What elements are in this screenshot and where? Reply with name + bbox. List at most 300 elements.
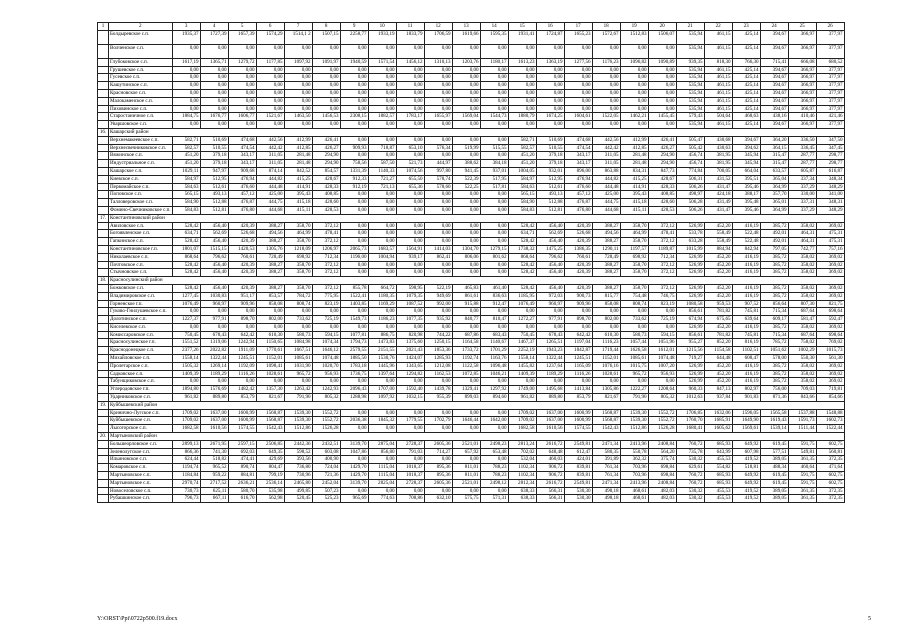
settlement-name: Большеорловское с.п.	[109, 440, 173, 448]
value-cell: 796,62	[200, 253, 228, 261]
value-cell: 0,00	[564, 308, 592, 316]
value-cell: 498,18	[592, 495, 620, 503]
value-cell: 429,69	[256, 456, 284, 464]
value-cell: 578,00	[760, 355, 788, 363]
value-cell: 1215,56	[676, 347, 704, 355]
value-cell: 1015,73	[816, 347, 844, 355]
column-number: 16	[536, 23, 564, 31]
row-index	[98, 66, 109, 74]
value-cell: 1079,35	[396, 292, 424, 300]
value-cell: 1667,51	[284, 347, 312, 355]
value-cell: 377,97	[816, 82, 844, 90]
value-cell: 412,99	[284, 136, 312, 144]
value-cell: 369,02	[816, 253, 844, 261]
value-cell: 2096,43	[340, 386, 368, 394]
value-cell: 1475,25	[536, 245, 564, 253]
value-cell: 412,99	[620, 136, 648, 144]
value-cell: 977,91	[200, 316, 228, 324]
value-cell: 912,47	[480, 300, 508, 308]
value-cell: 575,75	[452, 495, 480, 503]
value-cell: 0,00	[424, 206, 452, 214]
value-cell: 939,35	[676, 58, 704, 66]
value-cell: 444,75	[256, 199, 284, 207]
value-cell: 425,14	[732, 82, 760, 90]
table-row	[98, 347, 845, 355]
value-cell: 452,20	[704, 362, 732, 370]
value-cell: 415,18	[620, 199, 648, 207]
district-section-row	[98, 128, 845, 136]
value-cell: 0,00	[284, 74, 312, 82]
value-cell: 1028,61	[592, 370, 620, 378]
value-cell: 754,48	[620, 292, 648, 300]
value-cell: 609,17	[760, 316, 788, 324]
value-cell: 377,97	[816, 89, 844, 97]
value-cell: 372,12	[648, 261, 676, 269]
value-cell: 0,00	[340, 261, 368, 269]
value-cell: 498,18	[592, 487, 620, 495]
settlement-name: Малокаменское с.п.	[109, 97, 173, 105]
value-cell: 358,02	[788, 222, 816, 230]
value-cell: 715,34	[760, 308, 788, 316]
value-cell: 476,60	[564, 183, 592, 191]
value-cell: 526,99	[676, 284, 704, 292]
value-cell: 820,98	[396, 331, 424, 339]
value-cell: 703,96	[620, 472, 648, 480]
value-cell: 452,20	[704, 261, 732, 269]
settlement-name: Ударниковское с.п.	[109, 394, 173, 402]
value-cell: 1189,29	[200, 370, 228, 378]
value-cell: 530,30	[564, 487, 592, 495]
value-cell: 358,70	[284, 261, 312, 269]
value-cell: 1568,87	[592, 417, 620, 425]
value-cell: 455,53	[704, 456, 732, 464]
value-cell: 2549,81	[564, 440, 592, 448]
value-cell: 474,41	[228, 456, 256, 464]
value-cell: 0,00	[256, 308, 284, 316]
value-cell: 1564,91	[396, 245, 424, 253]
row-index	[98, 456, 109, 464]
value-cell: 1682,58	[172, 425, 200, 433]
value-cell: 610,30	[592, 331, 620, 339]
value-cell: 0,00	[480, 89, 508, 97]
column-number: 18	[592, 23, 620, 31]
value-cell: 578,74	[424, 175, 452, 183]
value-cell: 1783,18	[340, 362, 368, 370]
value-cell: 0,00	[452, 222, 480, 230]
row-index	[98, 121, 109, 129]
value-cell: 394,67	[732, 136, 760, 144]
value-cell: 1463,50	[284, 113, 312, 121]
value-cell: 0,00	[620, 105, 648, 113]
value-cell: 394,67	[760, 105, 788, 113]
value-cell: 0,00	[172, 121, 200, 129]
value-cell: 0,00	[368, 82, 396, 90]
value-cell: 714,27	[424, 448, 452, 456]
document-path: Y:\ORST\Ppi\0722p500.f19.docx	[97, 616, 178, 622]
value-cell: 2636,21	[228, 479, 256, 487]
value-cell: 0,00	[508, 105, 536, 113]
value-cell: 366,97	[788, 89, 816, 97]
value-cell: 554,82	[704, 464, 732, 472]
value-cell: 476,94	[564, 175, 592, 183]
value-cell: 1655,97	[424, 113, 452, 121]
value-cell: 1218,09	[284, 245, 312, 253]
value-cell: 839,81	[564, 464, 592, 472]
table-row	[98, 394, 845, 402]
value-cell: 949,69	[424, 292, 452, 300]
value-cell: 0,00	[368, 152, 396, 160]
value-cell: 0,00	[172, 323, 200, 331]
value-cell: 0,00	[424, 152, 452, 160]
value-cell: 431,47	[704, 206, 732, 214]
value-cell: 856,61	[676, 331, 704, 339]
value-cell: 343,17	[564, 152, 592, 160]
value-cell: 1537,88	[788, 409, 816, 417]
value-cell: 956,93	[648, 370, 676, 378]
table-row	[98, 222, 845, 230]
value-cell: 364,99	[760, 183, 788, 191]
value-cell: 1414,03	[424, 245, 452, 253]
table-row	[98, 464, 845, 472]
value-cell: 687,64	[788, 331, 816, 339]
value-cell: 377,97	[816, 66, 844, 74]
value-cell: 362,32	[620, 456, 648, 464]
value-cell: 577,51	[760, 448, 788, 456]
value-cell: 343,17	[228, 160, 256, 168]
value-cell: 1085,61	[620, 355, 648, 363]
value-cell: 519,99	[452, 144, 480, 152]
value-cell: 1363,19	[536, 58, 564, 66]
value-cell: 0,00	[592, 378, 620, 386]
value-cell: 366,97	[788, 97, 816, 105]
value-cell: 951,17	[228, 292, 256, 300]
value-cell: 603,08	[312, 448, 340, 456]
value-cell: 1097,92	[284, 58, 312, 66]
value-cell: 0,00	[340, 121, 368, 129]
value-cell: 2432,51	[312, 440, 340, 448]
value-cell: 416,19	[732, 378, 760, 386]
value-cell: 1206,97	[312, 245, 340, 253]
value-cell: 385,72	[760, 378, 788, 386]
value-cell: 791,03	[396, 448, 424, 456]
value-cell: 0,00	[228, 121, 256, 129]
value-cell: 474,54	[564, 144, 592, 152]
value-cell: 369,02	[816, 378, 844, 386]
value-cell: 712,34	[312, 253, 340, 261]
value-cell: 0,00	[452, 44, 480, 58]
value-cell: 0,00	[256, 89, 284, 97]
value-cell: 1706,59	[424, 30, 452, 44]
table-row	[98, 89, 845, 97]
value-cell: 894,60	[480, 394, 508, 402]
value-cell: 0,00	[452, 378, 480, 386]
value-cell: 823,19	[648, 300, 676, 308]
table-row	[98, 370, 845, 378]
value-cell: 1084,98	[284, 339, 312, 347]
value-cell: 0,00	[368, 323, 396, 331]
value-cell: 1122,58	[452, 362, 480, 370]
value-cell: 0,00	[228, 89, 256, 97]
value-cell: 678,43	[200, 331, 228, 339]
value-cell: 839,81	[564, 472, 592, 480]
value-cell: 802,97	[732, 386, 760, 394]
value-cell: 959,22	[200, 472, 228, 480]
value-cell: 0,00	[592, 44, 620, 58]
value-cell: 366,97	[788, 30, 816, 44]
value-cell: 856,61	[676, 308, 704, 316]
value-cell: 0,00	[340, 222, 368, 230]
value-cell: 460,03	[536, 456, 564, 464]
column-number: 9	[340, 23, 368, 31]
value-cell: 612,47	[564, 448, 592, 456]
value-cell: 580,73	[620, 331, 648, 339]
value-cell: 1709,02	[508, 409, 536, 417]
value-cell: 456,40	[200, 269, 228, 277]
value-cell: 965,52	[200, 464, 228, 472]
value-cell: 806,06	[452, 253, 480, 261]
value-cell: 456,40	[536, 284, 564, 292]
value-cell: 842,52	[284, 167, 312, 175]
value-cell: 810,47	[480, 316, 508, 324]
value-cell: 0,00	[564, 105, 592, 113]
settlement-name: Углеродовское г.п.	[109, 386, 173, 394]
table-row	[98, 230, 845, 238]
row-index	[98, 308, 109, 316]
value-cell: 960,97	[536, 300, 564, 308]
value-cell: 492,01	[760, 238, 788, 246]
value-cell: 0,00	[396, 308, 424, 316]
value-cell: 0,00	[480, 456, 508, 464]
value-cell: 431,49	[704, 199, 732, 207]
settlement-name: Гусевское с.п.	[109, 74, 173, 82]
value-cell: 649,92	[732, 440, 760, 448]
value-cell: 564,20	[648, 448, 676, 456]
value-cell: 1169,29	[368, 300, 396, 308]
district-name: Красносулинский район	[109, 277, 845, 285]
column-number: 14	[480, 23, 508, 31]
value-cell: 530,30	[564, 495, 592, 503]
value-cell: 811,01	[452, 464, 480, 472]
value-cell: 912,19	[340, 183, 368, 191]
value-cell: 419,52	[732, 487, 760, 495]
column-number: 8	[312, 23, 340, 31]
value-cell: 294,90	[648, 160, 676, 168]
value-cell: 680,52	[816, 58, 844, 66]
section-number: 18.	[98, 277, 109, 285]
value-cell: 425,14	[732, 66, 760, 74]
value-cell: 868,64	[508, 253, 536, 261]
value-cell: 788,23	[480, 472, 508, 480]
value-cell: 1612,01	[648, 347, 676, 355]
value-cell: 442,42	[256, 144, 284, 152]
row-index	[98, 323, 109, 331]
value-cell: 372,35	[816, 495, 844, 503]
value-cell: 424,18	[704, 191, 732, 199]
value-cell: 498,97	[676, 191, 704, 199]
value-cell: 1522,44	[816, 425, 844, 433]
value-cell: 1028,61	[256, 370, 284, 378]
district-name: Мартыновский район	[109, 433, 845, 441]
value-cell: 414,91	[284, 183, 312, 191]
value-cell: 854,66	[816, 394, 844, 402]
value-cell: 460,64	[788, 464, 816, 472]
table-row	[98, 175, 845, 183]
value-cell: 961,82	[172, 394, 200, 402]
value-cell: 1455,82	[508, 362, 536, 370]
value-cell: 1626,58	[620, 347, 648, 355]
value-cell: 698,84	[648, 472, 676, 480]
value-cell: 0,00	[480, 308, 508, 316]
value-cell: 758,02	[788, 339, 816, 347]
value-cell: 377,97	[816, 105, 844, 113]
value-cell: 426,27	[312, 144, 340, 152]
value-cell: 400,90	[312, 456, 340, 464]
value-cell: 1602,73	[816, 417, 844, 425]
value-cell: 1197,04	[564, 339, 592, 347]
row-index	[98, 113, 109, 121]
value-cell: 0,00	[564, 121, 592, 129]
table-row	[98, 144, 845, 152]
row-index	[98, 136, 109, 144]
value-cell: 0,00	[536, 105, 564, 113]
value-cell: 0,00	[396, 269, 424, 277]
value-cell: 906,72	[536, 472, 564, 480]
value-cell: 366,97	[788, 74, 816, 82]
value-cell: 1727,39	[200, 30, 228, 44]
value-cell: 634,71	[508, 230, 536, 238]
value-cell: 365,01	[760, 199, 788, 207]
value-cell: 0,00	[396, 105, 424, 113]
value-cell: 0,00	[396, 222, 424, 230]
value-cell: 1935,37	[172, 30, 200, 44]
value-cell: 1657,39	[228, 30, 256, 44]
value-cell: 315,47	[760, 152, 788, 160]
section-number: 19.	[98, 401, 109, 409]
value-cell: 347,50	[816, 136, 844, 144]
value-cell: 619,45	[760, 472, 788, 480]
value-cell: 528,42	[508, 284, 536, 292]
value-cell: 415,25	[284, 175, 312, 183]
column-number: 13	[452, 23, 480, 31]
table-row	[98, 316, 845, 324]
table-row	[98, 292, 845, 300]
value-cell: 769,02	[816, 339, 844, 347]
value-cell: 482,03	[648, 495, 676, 503]
value-cell: 843,66	[788, 394, 816, 402]
row-index	[98, 144, 109, 152]
value-cell: 377,97	[816, 30, 844, 44]
value-cell: 428,60	[648, 199, 676, 207]
value-cell: 379,18	[536, 160, 564, 168]
value-cell: 415,25	[620, 175, 648, 183]
value-cell: 412,85	[620, 144, 648, 152]
value-cell: 0,00	[368, 487, 396, 495]
table-row	[98, 269, 845, 277]
value-cell: 0,00	[564, 44, 592, 58]
value-cell: 1074,34	[312, 339, 340, 347]
settlement-name: Гапкинское с.п.	[109, 238, 173, 246]
value-cell: 0,00	[564, 89, 592, 97]
value-cell: 1512,83	[620, 30, 648, 44]
value-cell: 1162,53	[424, 370, 452, 378]
settlement-name: Поповское с.п.	[109, 191, 173, 199]
row-index	[98, 58, 109, 66]
row-index	[98, 355, 109, 363]
value-cell: 0,00	[284, 97, 312, 105]
value-cell: 1770,61	[256, 347, 284, 355]
value-cell: 1515,15	[200, 245, 228, 253]
value-cell: 0,00	[340, 136, 368, 144]
value-cell: 1180,17	[480, 58, 508, 66]
value-cell: 0,00	[480, 152, 508, 160]
value-cell: 580,70	[228, 487, 256, 495]
table-row	[98, 44, 845, 58]
value-cell: 1076,49	[508, 300, 536, 308]
value-cell: 0,00	[396, 44, 424, 58]
value-cell: 0,00	[648, 121, 676, 129]
value-cell: 343,17	[564, 160, 592, 168]
value-cell: 1116,23	[592, 339, 620, 347]
value-cell: 311,05	[592, 160, 620, 168]
value-cell: 808,74	[284, 300, 312, 308]
row-index	[98, 487, 109, 495]
value-cell: 535,94	[676, 105, 704, 113]
value-cell: 840,77	[452, 316, 480, 324]
value-cell: 420,39	[228, 222, 256, 230]
value-cell: 0,00	[592, 66, 620, 74]
settlement-name: Глубоковское с.п.	[109, 58, 173, 66]
value-cell: 0,00	[368, 206, 396, 214]
value-cell: 868,64	[172, 253, 200, 261]
value-cell: 372,12	[312, 269, 340, 277]
value-cell: 388,27	[256, 222, 284, 230]
value-cell: 0,00	[424, 74, 452, 82]
value-cell: 0,00	[284, 378, 312, 386]
value-cell: 395,43	[284, 191, 312, 199]
table-row	[98, 245, 845, 253]
value-cell: 0,00	[536, 121, 564, 129]
value-cell: 2408,84	[648, 440, 676, 448]
row-index	[98, 199, 109, 207]
value-cell: 895,36	[424, 472, 452, 480]
value-cell: 512,61	[536, 183, 564, 191]
value-cell: 2413,96	[620, 440, 648, 448]
value-cell: 0,00	[340, 152, 368, 160]
value-cell: 900,73	[564, 292, 592, 300]
value-cell: 796,62	[536, 253, 564, 261]
value-cell: 1783,17	[396, 113, 424, 121]
value-cell: 730,73	[172, 487, 200, 495]
value-cell: 1096,48	[480, 362, 508, 370]
value-cell: 886,75	[368, 331, 396, 339]
value-cell: 0,00	[424, 82, 452, 90]
value-cell: 0,00	[648, 378, 676, 386]
value-cell: 421,46	[816, 113, 844, 121]
value-cell: 311,05	[256, 160, 284, 168]
settlement-name: Садковское с.п.	[109, 370, 173, 378]
value-cell: 522,19	[424, 284, 452, 292]
value-cell: 1245,51	[564, 355, 592, 363]
settlement-name: Комиссаровское с.п.	[109, 331, 173, 339]
value-cell: 580,73	[284, 331, 312, 339]
value-cell: 461,15	[704, 82, 732, 90]
value-cell: 823,19	[312, 300, 340, 308]
value-cell: 858,08	[592, 300, 620, 308]
value-cell: 0,00	[256, 121, 284, 129]
value-cell: 1090,89	[648, 58, 676, 66]
value-cell: 664,72	[368, 284, 396, 292]
settlement-name: Богоявленское с.п.	[109, 230, 173, 238]
